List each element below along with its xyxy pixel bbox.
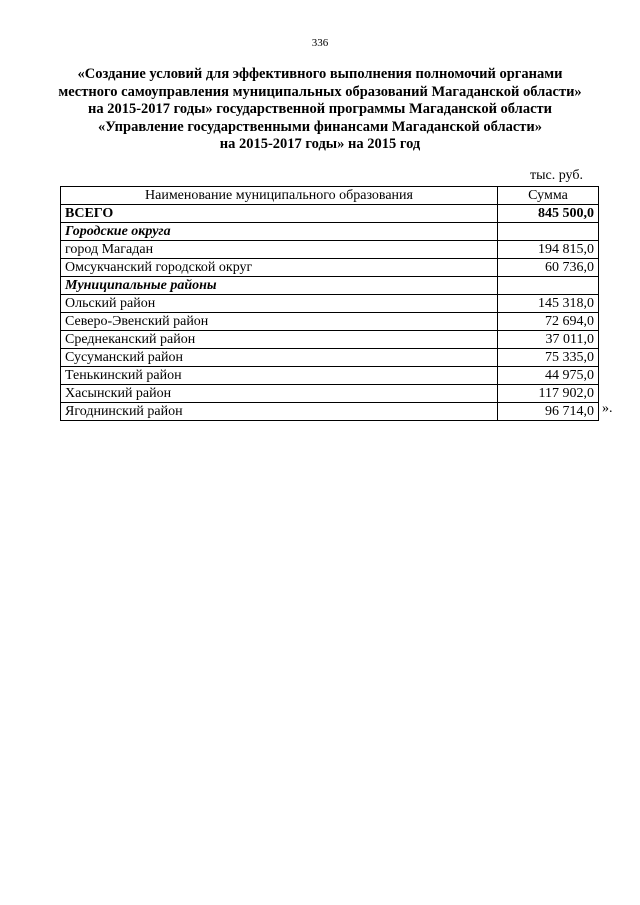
table-row	[61, 241, 599, 259]
row-sum: 37 011,0	[498, 331, 599, 349]
row-name: Тенькинский район	[61, 367, 498, 385]
group-label: Муниципальные районы	[61, 277, 498, 295]
row-name: Хасынский район	[61, 385, 498, 403]
row-name: город Магадан	[61, 241, 498, 259]
units-label: тыс. руб.	[530, 168, 583, 183]
row-sum: 117 902,0	[498, 385, 599, 403]
distribution-table	[60, 186, 599, 421]
row-name: Ягоднинский район	[61, 403, 498, 421]
row-sum: 194 815,0	[498, 241, 599, 259]
total-row	[61, 205, 599, 223]
row-sum: 75 335,0	[498, 349, 599, 367]
group-sum-empty	[498, 223, 599, 241]
table-row	[61, 385, 599, 403]
row-name: Ольский район	[61, 295, 498, 313]
row-sum: 96 714,0	[498, 403, 599, 421]
header-sum: Сумма	[498, 187, 599, 205]
row-name: Среднеканский район	[61, 331, 498, 349]
row-name: Северо-Эвенский район	[61, 313, 498, 331]
row-sum: 72 694,0	[498, 313, 599, 331]
table-row	[61, 313, 599, 331]
table-row	[61, 295, 599, 313]
document-title	[40, 66, 600, 154]
page-number: 336	[311, 37, 329, 49]
title-line: местного самоуправления муниципальных образований Магаданской области»	[58, 83, 582, 100]
table-header-row	[61, 187, 599, 205]
title-line: «Управление государственными финансами Магаданской области»	[97, 118, 543, 135]
table-row	[61, 331, 599, 349]
group-row-city-districts	[61, 223, 599, 241]
group-sum-empty	[498, 277, 599, 295]
row-sum: 145 318,0	[498, 295, 599, 313]
table-row	[61, 349, 599, 367]
title-line: на 2015-2017 годы» на 2015 год	[219, 136, 421, 152]
header-name: Наименование муниципального образования	[61, 187, 498, 205]
table-row	[61, 403, 599, 421]
group-label: Городские округа	[61, 223, 498, 241]
total-sum: 845 500,0	[498, 205, 599, 223]
group-row-municipal-districts	[61, 277, 599, 295]
row-name: Сусуманский район	[61, 349, 498, 367]
table-row	[61, 367, 599, 385]
table-row	[61, 259, 599, 277]
total-label: ВСЕГО	[61, 205, 498, 223]
row-sum: 44 975,0	[498, 367, 599, 385]
row-name: Омсукчанский городской округ	[61, 259, 498, 277]
title-line: «Создание условий для эффективного выполнения полномочий органами	[77, 66, 563, 82]
closing-quote-mark: ».	[602, 401, 613, 416]
row-sum: 60 736,0	[498, 259, 599, 277]
title-line: на 2015-2017 годы» государственной программы Магаданской области	[88, 101, 552, 117]
